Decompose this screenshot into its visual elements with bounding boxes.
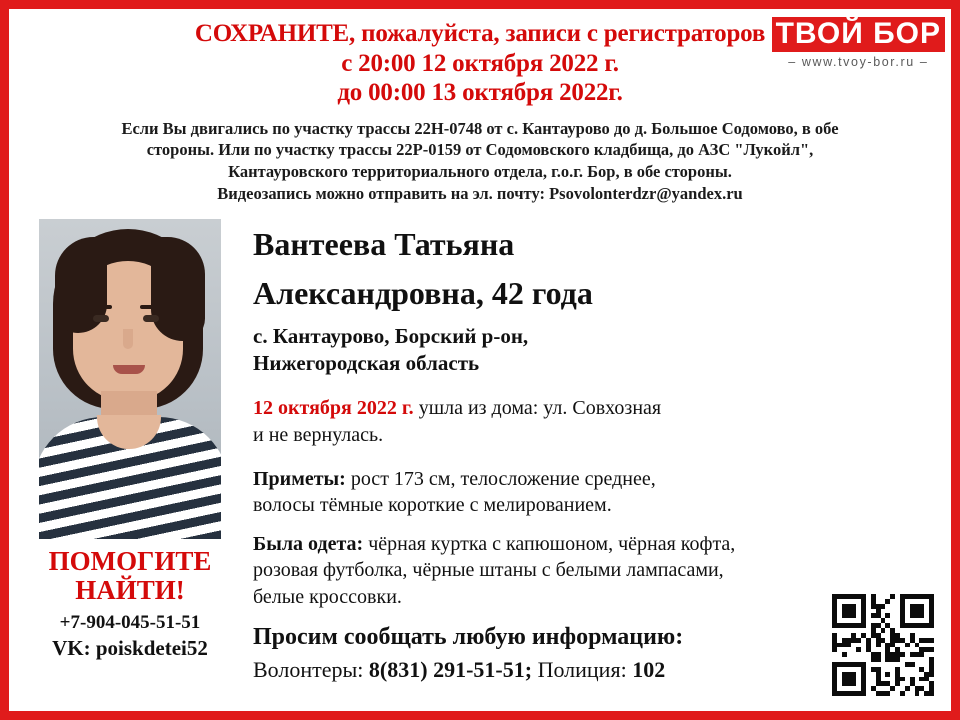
missing-circumstances xyxy=(253,395,937,448)
clothes-text-2: розовая футболка, чёрные штаны с белыми лампасами, xyxy=(253,559,724,582)
header-line-3: до 00:00 13 октября 2022г. xyxy=(337,79,623,106)
photo-brow-left xyxy=(90,305,112,309)
brand-name: ТВОЙ БОР xyxy=(772,17,945,52)
photo-eye-right xyxy=(143,315,159,322)
person-signs xyxy=(253,466,937,519)
left-column xyxy=(9,219,241,683)
brand-url: – www.tvoy-bor.ru – xyxy=(788,55,929,69)
route-line-2: стороны. Или по участку трассы 22Р-0159 от Содомовского кладбища, до АЗС "Лукойл", xyxy=(146,140,814,160)
missing-text-2: и не вернулась. xyxy=(253,423,384,446)
photo-hair-right xyxy=(151,237,205,341)
qr-code-icon xyxy=(829,591,937,699)
route-line-3: Кантауровского территориального отдела, г.о.г. Бор, в обе стороны. xyxy=(228,162,732,182)
person-name-line-2: Александровна, 42 года xyxy=(253,274,593,311)
signs-text: рост 173 см, телосложение среднее, xyxy=(345,468,656,490)
route-line-1: Если Вы двигались по участку трассы 22Н-0748 от с. Кантаурово до д. Большое Содомово, в обе xyxy=(121,118,839,138)
missing-date: 12 октября 2022 г. xyxy=(253,397,414,420)
signs-text-2: волосы тёмные короткие с мелированием. xyxy=(253,494,612,517)
header-line-2: с 20:00 12 октября 2022 г. xyxy=(341,49,619,77)
clothes-label: Была одета: xyxy=(253,532,364,555)
photo-mouth xyxy=(113,365,145,374)
police-phone: 102 xyxy=(632,656,666,682)
police-label: Полиция: xyxy=(532,656,633,682)
missing-text: ушла из дома: ул. Совхозная xyxy=(413,397,662,420)
photo-eye-left xyxy=(93,315,109,322)
volunteers-phone: 8(831) 291-51-51; xyxy=(368,656,533,682)
help-line-2: НАЙТИ! xyxy=(75,575,185,606)
header-line-1: СОХРАНИТЕ, пожалуйста, записи с регистраторов xyxy=(194,20,766,47)
signs-label: Приметы: xyxy=(253,468,346,490)
clothes-text-3: белые кроссовки. xyxy=(253,585,402,608)
help-headline xyxy=(19,547,241,606)
person-place-line-1: с. Кантаурово, Борский р-он, xyxy=(253,323,529,348)
route-info xyxy=(9,114,951,205)
person-place xyxy=(253,323,937,378)
photo-brow-right xyxy=(140,305,162,309)
vk-handle: VK: poiskdetei52 xyxy=(52,635,208,660)
person-place-line-2: Нижегородская область xyxy=(253,350,480,375)
clothes-text: чёрная куртка с капюшоном, чёрная кофта, xyxy=(363,532,736,555)
poster-body xyxy=(9,205,951,683)
qr-code-grid xyxy=(832,594,934,696)
brand-block xyxy=(772,17,945,69)
help-line-1: ПОМОГИТЕ xyxy=(48,545,212,576)
information-request: Просим сообщать любую информацию: xyxy=(253,623,684,650)
route-line-4: Видеозапись можно отправить на эл. почту: Psovolonterdzr@yandex.ru xyxy=(217,183,743,203)
person-name-line-1: Вантеева Татьяна xyxy=(253,225,515,262)
person-photo xyxy=(39,219,221,539)
photo-nose xyxy=(123,329,133,349)
volunteers-label: Волонтеры: xyxy=(253,656,369,682)
hotline-phone: +7-904-045-51-51 xyxy=(59,611,201,633)
